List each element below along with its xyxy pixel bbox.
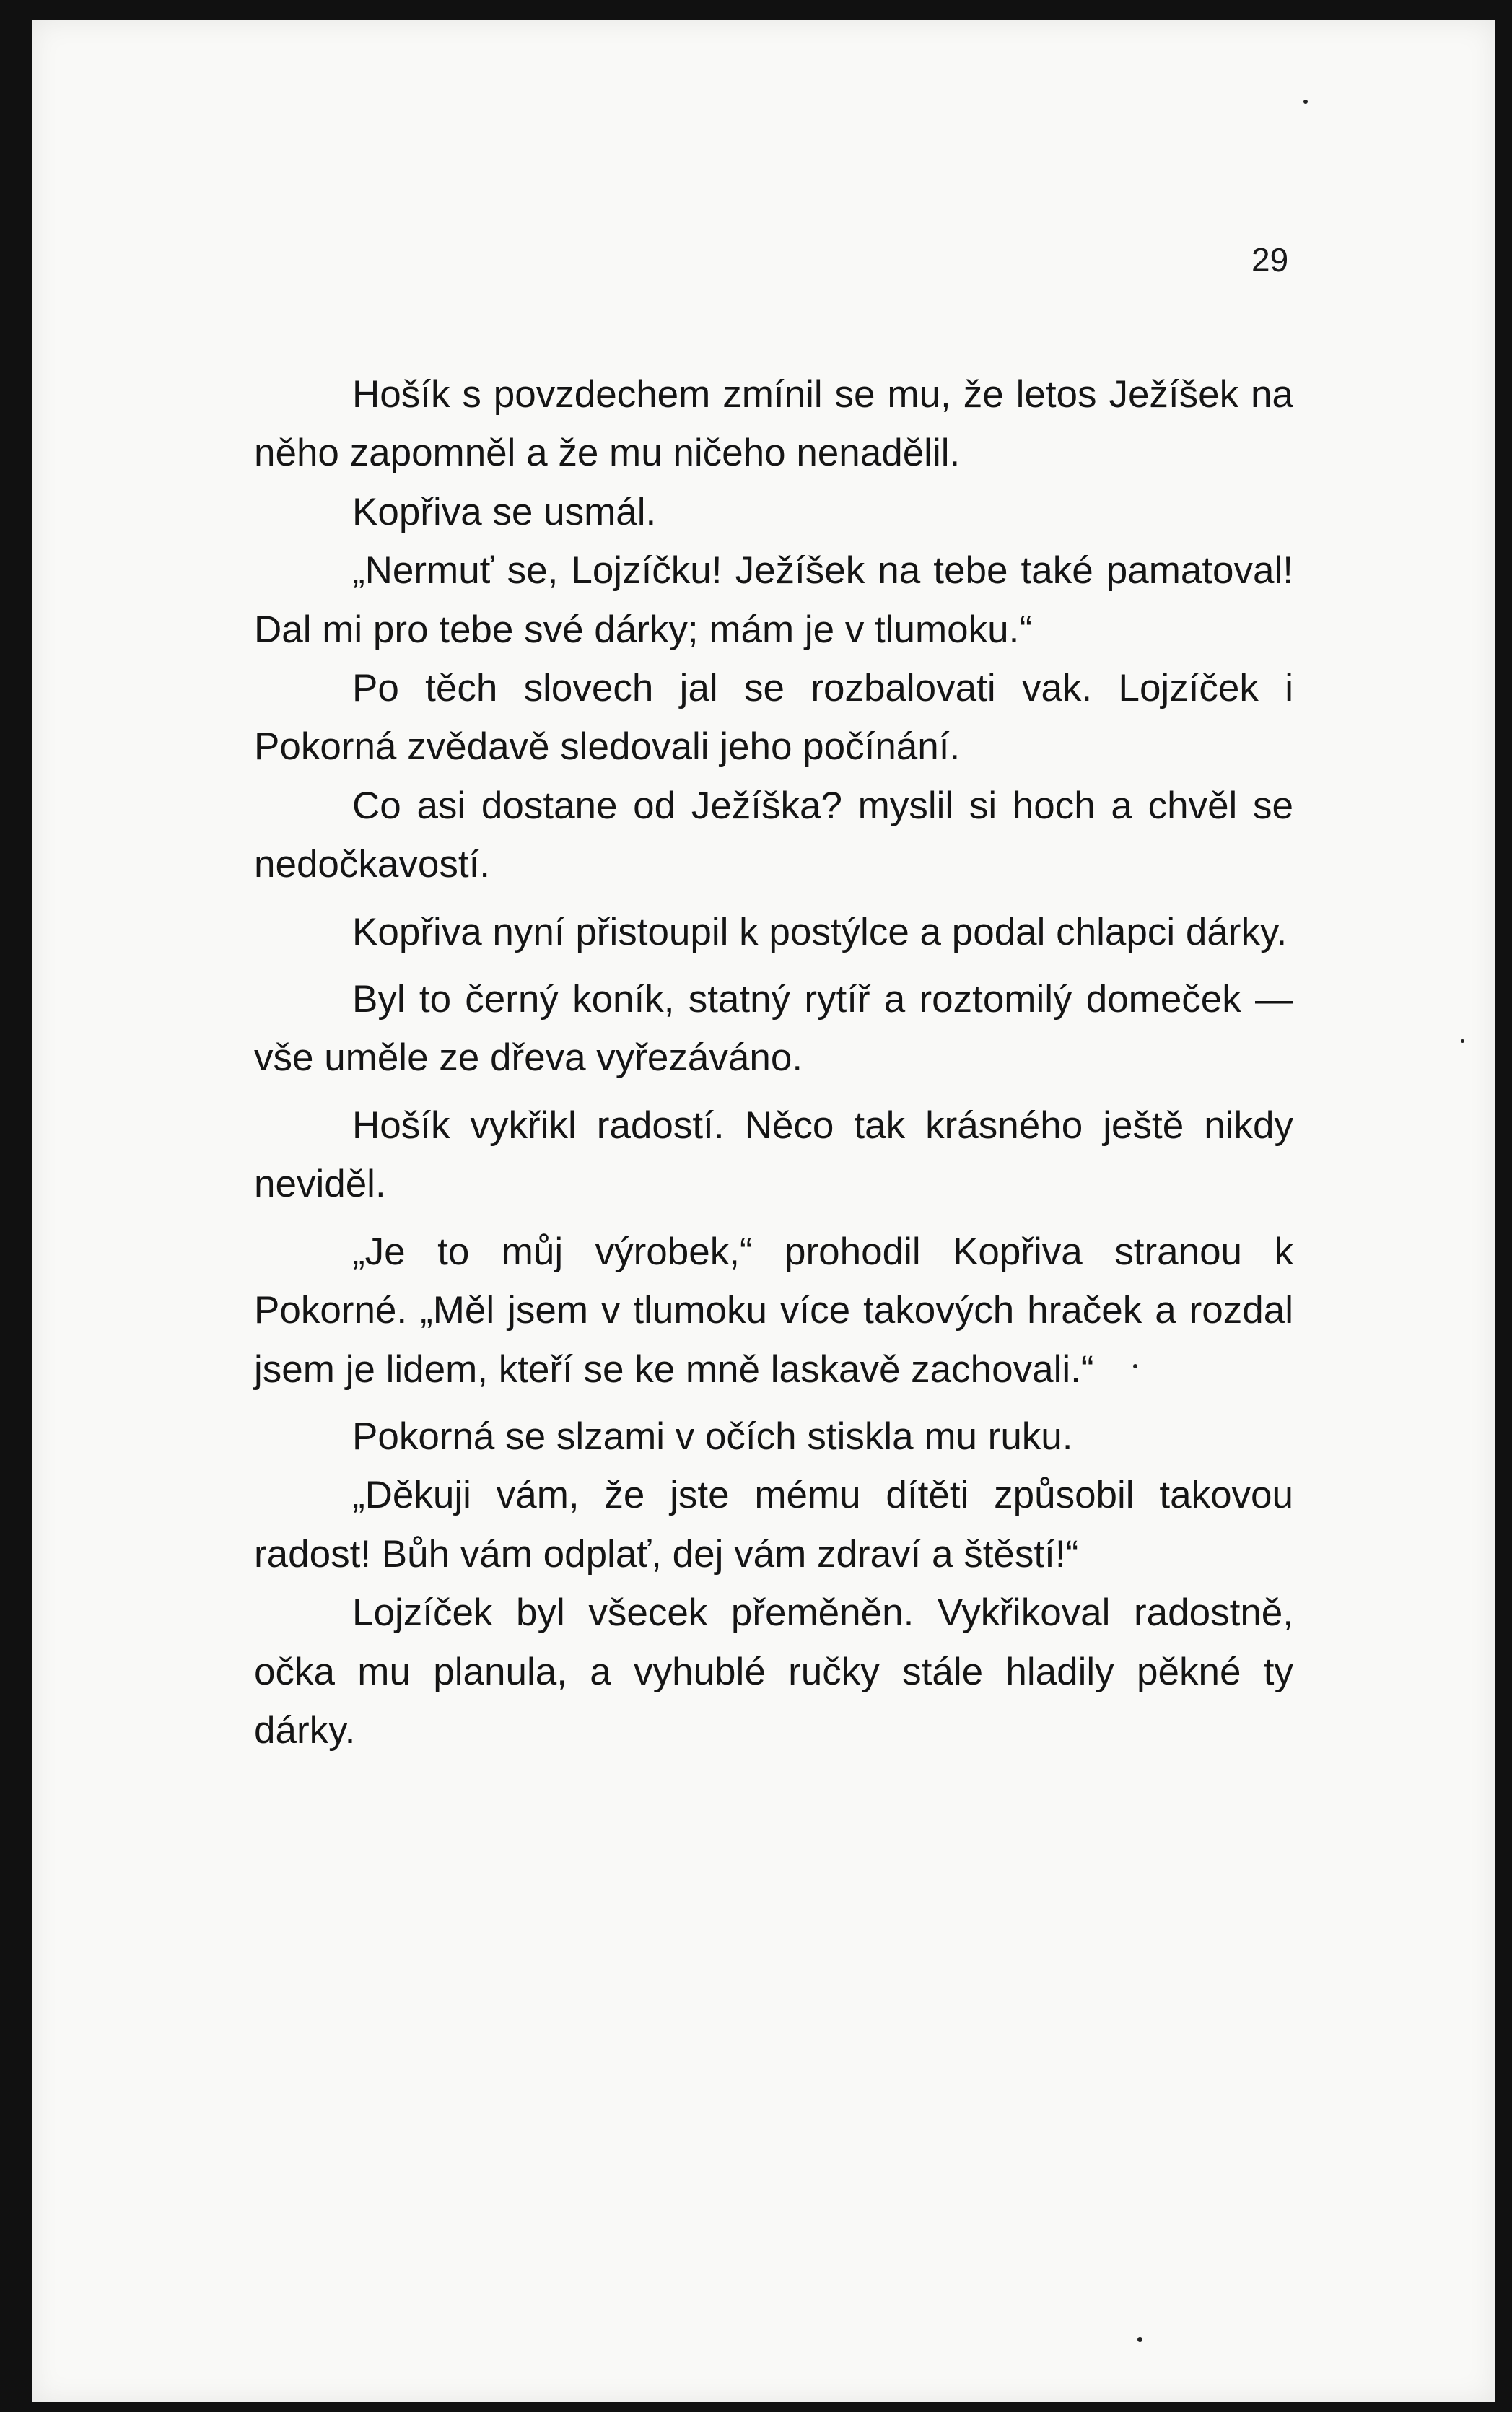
paragraph: Pokorná se slzami v očích stiskla mu ruku. xyxy=(352,1415,1073,1458)
paragraph: Lojzíček byl všecek přeměněn. Vykřikoval radostně, očka mu planula, a vyhublé ručky stále hladily pěkné ty dárky. xyxy=(254,1591,1293,1752)
book-page xyxy=(32,20,1495,2402)
paragraph: Hošík s povzdechem zmínil se mu, že letos Ježíšek na něho zapomněl a že mu ničeho nenadělil. xyxy=(254,373,1293,475)
scan-speck xyxy=(1133,1364,1137,1368)
scan-speck xyxy=(1461,1039,1464,1043)
paragraph: Hošík vykřikl radostí. Něco tak krásného ještě nikdy neviděl. xyxy=(254,1104,1293,1206)
paragraph: Byl to černý koník, statný rytíř a roztomilý domeček — vše uměle ze dřeva vyřezáváno. xyxy=(254,978,1293,1080)
paragraph: Kopřiva nyní přistoupil k postýlce a podal chlapci dárky. xyxy=(352,910,1288,953)
paragraph: Co asi dostane od Ježíška? myslil si hoch a chvěl se nedočkavostí. xyxy=(254,784,1293,886)
paragraph: Kopřiva se usmál. xyxy=(352,490,657,533)
scan-speck xyxy=(1137,2337,1142,2342)
paragraph: Po těch slovech jal se rozbalovati vak. Lojzíček i Pokorná zvědavě sledovali jeho počínání. xyxy=(254,667,1293,769)
paragraph: „Děkuji vám, že jste mému dítěti způsobil takovou radost! Bůh vám odplať, dej vám zdraví a štěstí!“ xyxy=(254,1474,1293,1576)
scan-speck xyxy=(1303,100,1308,104)
paragraph: „Je to můj výrobek,“ prohodil Kopřiva stranou k Pokorné. „Měl jsem v tlumoku více takových hraček a rozdal jsem je lidem, kteří se ke mně laskavě zachovali.“ xyxy=(254,1230,1293,1391)
page-number: 29 xyxy=(1251,241,1289,279)
body-text xyxy=(254,365,1293,1760)
paragraph: „Nermuť se, Lojzíčku! Ježíšek na tebe také pamatoval! Dal mi pro tebe své dárky; mám je v tlumoku.“ xyxy=(254,549,1293,651)
